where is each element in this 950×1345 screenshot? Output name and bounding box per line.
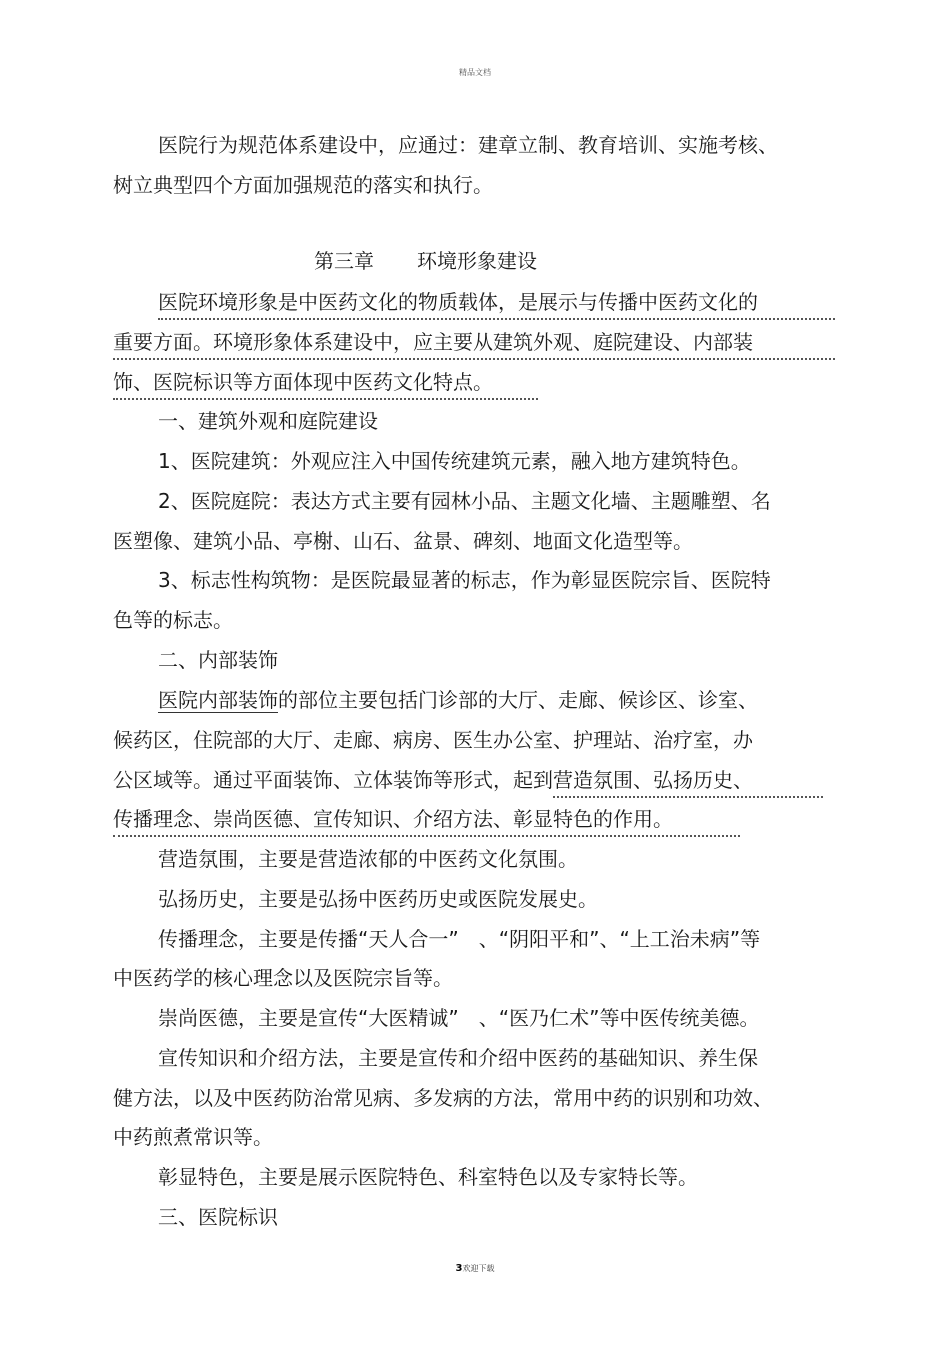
paragraph-line (0, 765, 950, 795)
paragraph-line: 弘扬历史，主要是弘扬中医药历史或医院发展史。 (158, 887, 598, 911)
paragraph-line: 医塑像、建筑小品、亭榭、山石、盆景、碑刻、地面文化造型等。 (113, 529, 693, 553)
paragraph-line (0, 685, 950, 715)
paragraph-line (0, 367, 950, 397)
chapter-title: 环境形象建设 (417, 249, 537, 273)
paragraph-line: 树立典型四个方面加强规范的落实和执行。 (113, 173, 493, 197)
paragraph-line: 崇尚医德，主要是宣传“大医精诚” 、“医乃仁术”等中医传统美德。 (158, 1006, 760, 1030)
text-span: 公区域等。通过平面装饰、立体装饰等形式，起到 (113, 768, 553, 792)
page-header: 精品文档 (459, 68, 491, 77)
paragraph-line: 中医药学的核心理念以及医院宗旨等。 (113, 966, 453, 990)
paragraph-line: 医院行为规范体系建设中，应通过：建章立制、教育培训、实施考核、 (158, 133, 778, 157)
paragraph-line: 健方法，以及中医药防治常见病、多发病的方法，常用中药的识别和功效、 (113, 1086, 773, 1110)
list-item: 2、医院庭院：表达方式主要有园林小品、主题文化墙、主题雕塑、名 (158, 489, 771, 513)
page-number: 3 (455, 1263, 463, 1274)
underlined-text: 重要方面。环境形象体系建设中，应主要从建筑外观、庭院建设、内部装 (113, 327, 835, 360)
paragraph-line: 传播理念，主要是传播“天人合一” 、“阴阳平和”、“上工治未病”等 (158, 927, 761, 951)
paragraph-line (0, 804, 950, 834)
chapter-number: 第三章 (314, 249, 374, 273)
footer-text: 欢迎下载 (462, 1264, 495, 1273)
page-footer (0, 1263, 950, 1274)
paragraph-line: 宣传知识和介绍方法，主要是宣传和介绍中医药的基础知识、养生保 (158, 1046, 758, 1070)
chapter-heading (0, 246, 950, 276)
underlined-text: 传播理念、崇尚医德、宣传知识、介绍方法、彰显特色的作用。 (113, 804, 740, 837)
underlined-text: 医院环境形象是中医药文化的物质载体，是展示与传播中医药文化的 (158, 287, 835, 320)
list-item: 1、医院建筑：外观应注入中国传统建筑元素，融入地方建筑特色。 (158, 449, 751, 473)
paragraph-line: 彰显特色，主要是展示医院特色、科室特色以及专家特长等。 (158, 1165, 698, 1189)
text-span: 的部位主要包括门诊部的大厅、走廊、候诊区、诊室、 (278, 688, 758, 712)
paragraph-line: 候药区，住院部的大厅、走廊、病房、医生办公室、护理站、治疗室，办 (113, 728, 753, 752)
section-heading-3: 三、医院标识 (158, 1205, 278, 1229)
underlined-text: 饰、医院标识等方面体现中医药文化特点。 (113, 367, 538, 400)
paragraph-line (0, 327, 950, 357)
paragraph-line: 中药煎煮常识等。 (113, 1125, 273, 1149)
underlined-text: 营造氛围、弘扬历史、 (553, 765, 823, 798)
section-heading-2: 二、内部装饰 (158, 648, 278, 672)
paragraph-line: 营造氛围，主要是营造浓郁的中医药文化氛围。 (158, 847, 578, 871)
section-heading-1: 一、建筑外观和庭院建设 (158, 409, 378, 433)
paragraph-line (0, 287, 950, 317)
underlined-text: 医院内部装饰 (158, 688, 278, 712)
paragraph-line: 色等的标志。 (113, 608, 233, 632)
list-item: 3、标志性构筑物：是医院最显著的标志，作为彰显医院宗旨、医院特 (158, 568, 771, 592)
